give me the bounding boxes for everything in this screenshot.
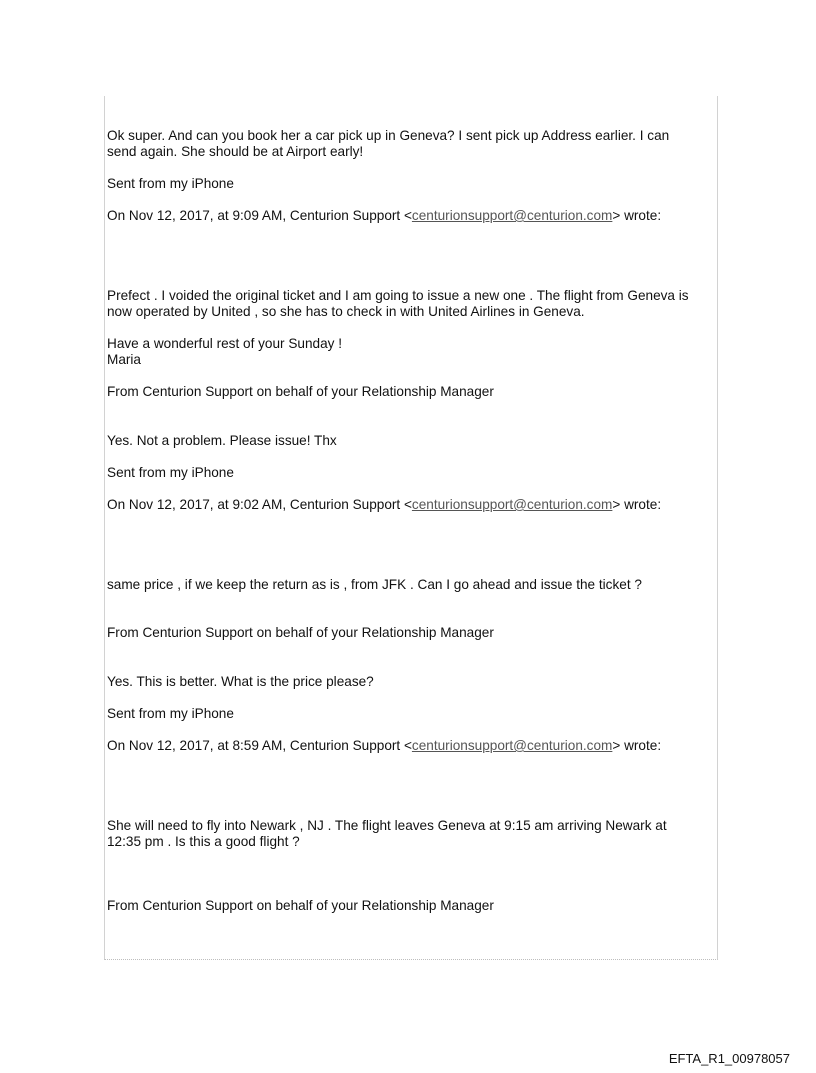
from-line: From Centurion Support on behalf of your Relationship Manager xyxy=(107,898,494,913)
email-link[interactable]: centurionsupport@centurion.com xyxy=(411,497,613,512)
reply-header-suffix: > wrote: xyxy=(612,208,662,223)
message-text: She will need to fly into Newark , NJ . The flight leaves Geneva at 9:15 am arriving Newark at xyxy=(107,818,667,833)
email-link[interactable]: centurionsupport@centurion.com xyxy=(411,738,613,753)
reply-header-prefix: On Nov 12, 2017, at 9:09 AM, Centurion Support < xyxy=(107,208,412,223)
from-line: From Centurion Support on behalf of your Relationship Manager xyxy=(107,384,494,399)
sent-from-signature: Sent from my iPhone xyxy=(107,176,234,191)
signature-name: Maria xyxy=(107,352,141,367)
reply-header xyxy=(107,738,715,754)
email-link[interactable]: centurionsupport@centurion.com xyxy=(411,208,613,223)
reply-header-prefix: On Nov 12, 2017, at 8:59 AM, Centurion Support < xyxy=(107,738,412,753)
reply-header-suffix: > wrote: xyxy=(612,497,662,512)
sent-from-signature: Sent from my iPhone xyxy=(107,706,234,721)
reply-header xyxy=(107,497,715,513)
message-text: Ok super. And can you book her a car pick up in Geneva? I sent pick up Address earlier. I can xyxy=(107,128,670,143)
message-text: 12:35 pm . Is this a good flight ? xyxy=(107,834,300,849)
message-text: Yes. Not a problem. Please issue! Thx xyxy=(107,433,337,448)
reply-header-suffix: > wrote: xyxy=(612,738,662,753)
message-text: send again. She should be at Airport early! xyxy=(107,144,364,159)
document-id: EFTA_R1_00978057 xyxy=(668,1051,790,1066)
from-line: From Centurion Support on behalf of your Relationship Manager xyxy=(107,625,494,640)
message-text: same price , if we keep the return as is , from JFK . Can I go ahead and issue the ticket ? xyxy=(107,577,642,592)
sent-from-signature: Sent from my iPhone xyxy=(107,465,234,480)
message-text: Prefect . I voided the original ticket and I am going to issue a new one . The flight from Geneva is xyxy=(107,288,689,303)
message-text: Have a wonderful rest of your Sunday ! xyxy=(107,336,342,351)
message-text: Yes. This is better. What is the price please? xyxy=(107,674,374,689)
reply-header xyxy=(107,208,715,224)
reply-header-prefix: On Nov 12, 2017, at 9:02 AM, Centurion Support < xyxy=(107,497,412,512)
message-text: now operated by United , so she has to check in with United Airlines in Geneva. xyxy=(107,304,585,319)
